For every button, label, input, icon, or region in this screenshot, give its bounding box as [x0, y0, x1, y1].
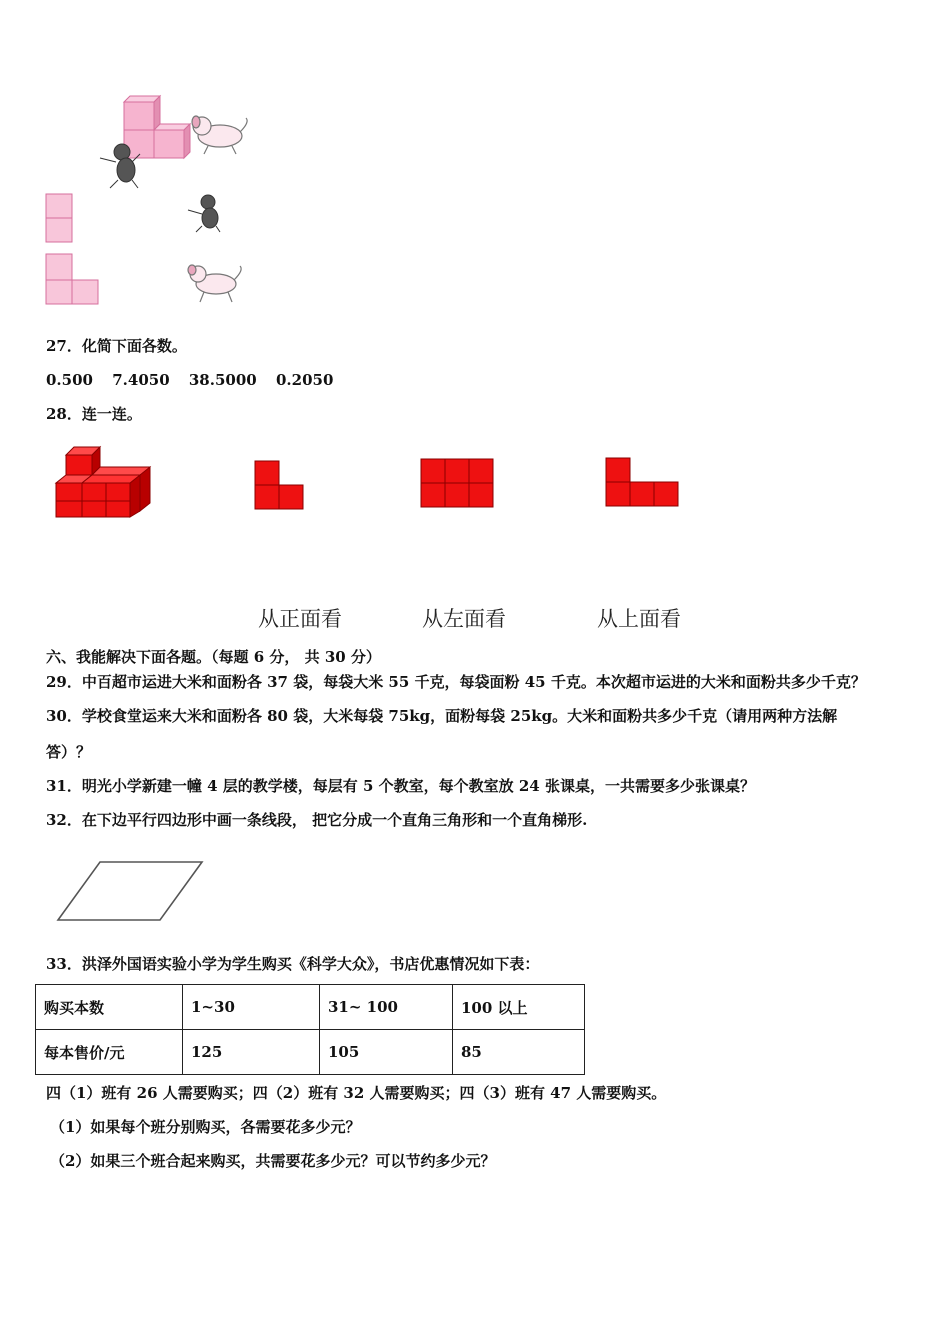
table-cell: 每本售价/元 [36, 1030, 183, 1075]
q28-red-solid [52, 443, 152, 521]
section-6-title: 六、我能解决下面各题。（每题 6 分， 共 30 分） [46, 648, 381, 666]
table-cell: 105 [320, 1030, 453, 1075]
table-cell: 1~30 [183, 985, 320, 1030]
caption-front-view: 从正面看 [258, 607, 342, 631]
q28-view-l-small [254, 460, 306, 512]
q28-view-rectangle [420, 458, 496, 510]
q27-number-3: 38.5000 [188, 371, 257, 389]
q30-text-line2: 答）？ [46, 743, 92, 761]
table-row [36, 1030, 585, 1075]
caption-top-view: 从上面看 [597, 607, 681, 631]
table-cell: 125 [183, 1030, 320, 1075]
q33-text: 33．洪泽外国语实验小学为学生购买《科学大众》，书店优惠情况如下表： [46, 955, 540, 973]
view-l-shape [46, 254, 98, 304]
table-cell: 购买本数 [36, 985, 183, 1030]
table-cell: 31~ 100 [320, 985, 453, 1030]
table-row [36, 985, 585, 1030]
q31-text: 31．明光小学新建一幢 4 层的教学楼，每层有 5 个教室，每个教室放 24 张课桌，一共需要多少张课桌？ [46, 777, 755, 795]
table-cell: 100 以上 [453, 985, 585, 1030]
q28-view-l-wide [605, 457, 681, 509]
q27-prompt: 27．化简下面各数。 [46, 337, 187, 355]
q30-text-line1: 30．学校食堂运来大米和面粉各 80 袋，大米每袋 75kg，面粉每袋 25kg。大米和面粉共多少千克（请用两种方法解 [46, 707, 838, 725]
view-column [46, 194, 72, 242]
q27-number-1: 0.500 [46, 371, 93, 389]
q27-number-4: 0.2050 [275, 371, 334, 389]
q27-number-2: 7.4050 [112, 371, 170, 389]
monkey-icon-2 [188, 195, 220, 232]
q33-sub2: （2）如果三个班合起来购买，共需要花多少元？可以节约多少元？ [50, 1152, 496, 1170]
q29-text: 29．中百超市运进大米和面粉各 37 袋，每袋大米 55 千克，每袋面粉 45 千克。本次超市运进的大米和面粉共多少千克？ [46, 673, 866, 691]
q33-sub1: （1）如果每个班分别购买，各需要花多少元？ [50, 1118, 361, 1136]
q27-numbers [46, 370, 347, 390]
q26-figure [40, 92, 260, 312]
q33-after-text: 四（1）班有 26 人需要购买；四（2）班有 32 人需要购买；四（3）班有 47 人需要购买。 [46, 1084, 667, 1102]
pink-cube-stack [124, 96, 190, 158]
dog-icon-2 [188, 265, 241, 302]
q28-prompt: 28．连一连。 [46, 405, 142, 423]
caption-left-view: 从左面看 [422, 607, 506, 631]
price-table [35, 984, 585, 1075]
table-cell: 85 [453, 1030, 585, 1075]
q32-text: 32．在下边平行四边形中画一条线段， 把它分成一个直角三角形和一个直角梯形. [46, 811, 588, 829]
q32-parallelogram [44, 840, 214, 926]
dog-icon [192, 116, 247, 154]
